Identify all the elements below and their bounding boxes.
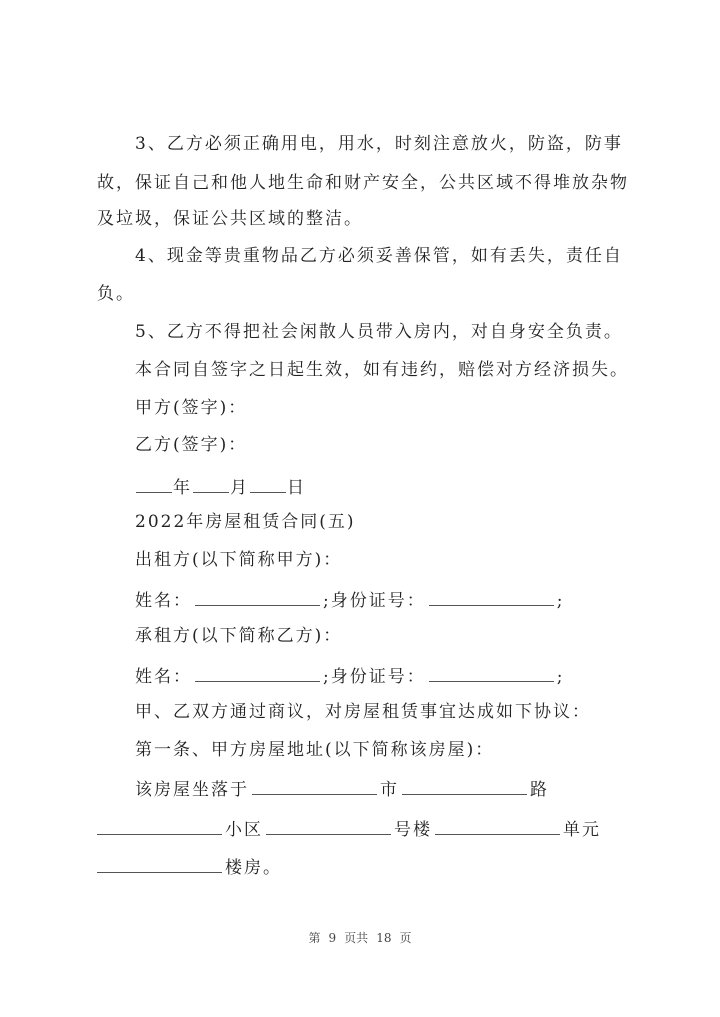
city-blank <box>252 776 377 795</box>
building-label: 号楼 <box>394 820 432 840</box>
page-number: 9 <box>328 931 337 945</box>
footer-text: 页共 <box>344 931 369 945</box>
date-line <box>135 474 306 499</box>
unit-label: 单元 <box>563 820 601 840</box>
id-label: ;身份证号： <box>323 667 426 687</box>
semicolon: ; <box>556 591 565 611</box>
semicolon: ; <box>556 667 565 687</box>
name-label: 姓名： <box>135 591 192 611</box>
total-pages: 18 <box>376 931 392 945</box>
community-blank <box>97 816 222 835</box>
blank-day <box>250 474 286 493</box>
address-line2 <box>97 816 601 841</box>
floor-blank <box>97 854 222 873</box>
month-label: 月 <box>230 478 249 498</box>
blank-year <box>136 474 172 493</box>
lessee-name-blank <box>195 663 320 682</box>
party-a-signature: 甲方(签字)： <box>135 398 248 418</box>
name-label: 姓名： <box>135 667 192 687</box>
lessee-heading: 承租方(以下简称乙方)： <box>135 626 343 646</box>
agreement-line: 甲、乙双方通过商议，对房屋租赁事宜达成如下协议： <box>135 702 591 722</box>
located-label: 该房屋坐落于 <box>135 780 249 800</box>
page-footer <box>0 929 720 946</box>
road-label: 路 <box>530 780 549 800</box>
footer-text: 页 <box>399 931 412 945</box>
year-label: 年 <box>173 478 192 498</box>
id-label: ;身份证号： <box>323 591 426 611</box>
clause-3-line1: 3、乙方必须正确用电，用水，时刻注意放火，防盗，防事 <box>135 134 623 154</box>
address-line1 <box>135 776 549 801</box>
unit-blank <box>435 816 560 835</box>
lessor-name-blank <box>195 587 320 606</box>
lessor-heading: 出租方(以下简称甲方)： <box>135 550 343 570</box>
party-b-signature: 乙方(签字)： <box>135 435 248 455</box>
footer-text: 第 <box>308 931 321 945</box>
clause-4-line1: 4、现金等贵重物品乙方必须妥善保管，如有丢失，责任自 <box>135 246 623 266</box>
clause-5: 5、乙方不得把社会闲散人员带入房内，对自身安全负责。 <box>135 322 623 342</box>
day-label: 日 <box>287 478 306 498</box>
community-label: 小区 <box>225 820 263 840</box>
city-label: 市 <box>380 780 399 800</box>
article-1-heading: 第一条、甲方房屋地址(以下简称该房屋)： <box>135 740 495 760</box>
clause-3-line2: 故，保证自己和他人地生命和财产安全，公共区域不得堆放杂物 <box>97 173 629 193</box>
effective-clause: 本合同自签字之日起生效，如有违约，赔偿对方经济损失。 <box>135 360 629 380</box>
blank-month <box>193 474 229 493</box>
building-blank <box>266 816 391 835</box>
floor-label: 楼房。 <box>225 858 282 878</box>
address-line3 <box>97 854 282 879</box>
lessor-id-blank <box>429 587 554 606</box>
contract-title: 2022年房屋租赁合同(五) <box>135 512 356 532</box>
clause-4-line2: 负。 <box>97 284 135 304</box>
lessee-info-line <box>135 663 564 688</box>
lessee-id-blank <box>429 663 554 682</box>
lessor-info-line <box>135 587 564 612</box>
clause-3-line3: 及垃圾，保证公共区域的整洁。 <box>97 209 363 229</box>
road-blank <box>402 776 527 795</box>
